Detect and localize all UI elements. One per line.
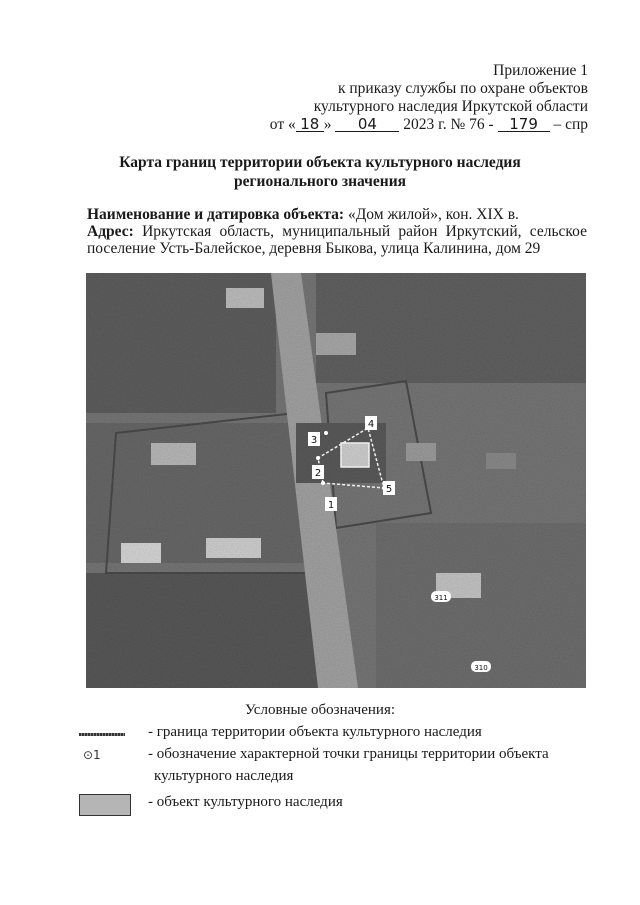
point-3-marker [324, 431, 328, 435]
map-block-w [86, 423, 316, 563]
legend-point-symbol: ⊙1 [83, 748, 101, 762]
point-4-label: 4 [367, 419, 375, 430]
legend-title: Условные обозначения: [244, 702, 396, 718]
year-text: 2023 г. № 76 - [403, 116, 494, 133]
map-building-4 [226, 288, 264, 308]
title-line-2: регионального значения [233, 173, 407, 190]
object-name-label: Наименование и датировка объекта: [87, 206, 345, 223]
quote-close: » [323, 116, 332, 133]
map-building-1 [151, 443, 196, 465]
page-title [0, 153, 640, 191]
from-prefix: от « [269, 116, 296, 133]
map-block-ne [316, 273, 586, 383]
map-block-sw [86, 573, 326, 688]
map-svg [86, 273, 586, 688]
house-number-310: 310 [474, 664, 488, 672]
appendix-header [228, 62, 588, 134]
appendix-line-1: Приложение 1 [493, 62, 588, 79]
legend-point-text-2: культурного наследия [154, 768, 294, 784]
legend-object-text: - объект культурного наследия [148, 794, 343, 810]
point-3-label: 3 [310, 435, 318, 446]
heritage-object [341, 443, 369, 467]
object-address-value: Иркутская область, муниципальный район Иркутский, сельское поселение Усть-Балейское, деревня Быкова, улица Калинина, дом 29 [87, 223, 587, 257]
legend-object-swatch [79, 794, 131, 816]
title-line-1: Карта границ территории объекта культурного наследия [119, 154, 521, 171]
object-name-row [87, 206, 587, 223]
appendix-line-3: культурного наследия Иркутской области [313, 98, 588, 115]
object-address-row [87, 223, 587, 257]
map-building-7 [406, 443, 436, 461]
legend-boundary-text: - граница территории объекта культурного наследия [148, 724, 482, 740]
satellite-map [86, 273, 586, 688]
appendix-line-2: к приказу службы по охране объектов [337, 80, 588, 97]
map-building-3 [121, 543, 161, 563]
legend-boundary-swatch [79, 733, 125, 736]
point-2-marker [316, 456, 320, 460]
legend-point-text-1: - обозначение характерной точки границы территории объекта [148, 746, 549, 762]
point-1-label: 1 [327, 500, 335, 511]
appendix-date-line [228, 116, 588, 134]
map-building-5 [316, 333, 356, 355]
object-name-value: «Дом жилой», кон. XIX в. [347, 206, 519, 223]
order-suffix: – спр [553, 116, 588, 133]
object-info [87, 206, 587, 257]
point-2-label: 2 [314, 468, 322, 479]
point-1-marker [321, 481, 325, 485]
object-address-label: Адрес: [87, 223, 134, 240]
handwritten-month: 04 [335, 117, 399, 132]
handwritten-day: 18 [296, 117, 324, 132]
point-5-label: 5 [385, 484, 393, 495]
map-building-8 [486, 453, 516, 469]
handwritten-order-number: 179 [498, 117, 550, 132]
house-number-311: 311 [434, 594, 448, 602]
map-building-2 [206, 538, 261, 558]
